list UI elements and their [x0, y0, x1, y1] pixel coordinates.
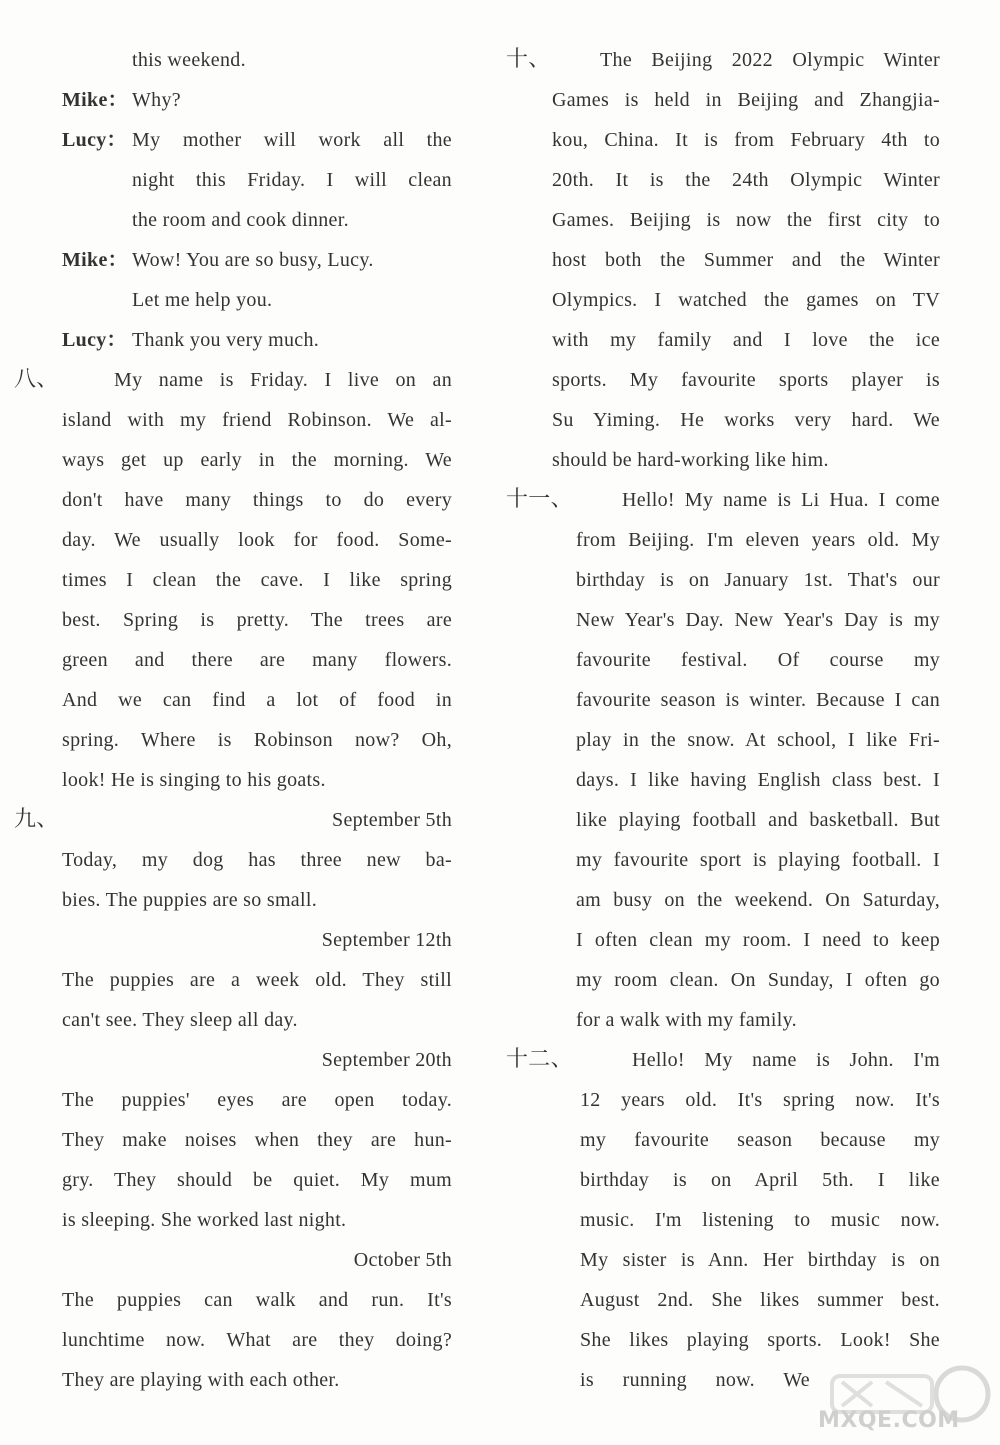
- paragraph-line: Hello! My name is Li Hua. I come: [622, 489, 940, 511]
- diary-date: September 20th: [321, 1049, 452, 1071]
- paragraph-line: lunchtime now. What are they doing?: [62, 1329, 452, 1351]
- paragraph-line: The puppies can walk and run. It's: [62, 1289, 452, 1311]
- section-number: 八、: [14, 367, 59, 392]
- paragraph-line: gry. They should be quiet. My mum: [62, 1169, 452, 1191]
- diary-date: September 5th: [332, 809, 452, 831]
- diary-date: October 5th: [353, 1249, 452, 1271]
- speaker-name: Lucy：: [62, 329, 127, 351]
- paragraph-line: She likes playing sports. Look! She: [580, 1329, 940, 1351]
- dialog-line: Thank you very much.: [132, 329, 320, 351]
- paragraph-line: like playing football and basketball. But: [576, 809, 940, 831]
- paragraph-line: They make noises when they are hun-: [62, 1129, 452, 1151]
- paragraph-line: birthday is on April 5th. I like: [580, 1169, 940, 1191]
- paragraph-line: spring. Where is Robinson now? Oh,: [62, 729, 452, 751]
- paragraph-line: with my family and I love the ice: [552, 329, 940, 351]
- paragraph-line: island with my friend Robinson. We al-: [62, 409, 452, 431]
- paragraph-line: And we can find a lot of food in: [62, 689, 452, 711]
- paragraph-line: ways get up early in the morning. We: [62, 449, 452, 471]
- paragraph-line: Hello! My name is John. I'm: [632, 1049, 940, 1071]
- dialog-line: the room and cook dinner.: [132, 209, 349, 231]
- dialog-line: this weekend.: [132, 49, 246, 71]
- paragraph-line: can't see. They sleep all day.: [62, 1009, 298, 1031]
- paragraph-line: times I clean the cave. I like spring: [62, 569, 452, 591]
- dialog-line: Wow! You are so busy, Lucy.: [132, 249, 374, 271]
- paragraph-line: is sleeping. She worked last night.: [62, 1209, 347, 1231]
- paragraph-line: for a walk with my family.: [576, 1009, 797, 1031]
- paragraph-line: 20th. It is the 24th Olympic Winter: [552, 169, 940, 191]
- paragraph-line: birthday is on January 1st. That's our: [576, 569, 940, 591]
- watermark-url: MXQE.COM: [818, 1408, 960, 1433]
- paragraph-line: Su Yiming. He works very hard. We: [552, 409, 940, 431]
- paragraph-line: They are playing with each other.: [62, 1369, 340, 1391]
- paragraph-line: The puppies are a week old. They still: [62, 969, 452, 991]
- paragraph-line: Olympics. I watched the games on TV: [552, 289, 940, 311]
- paragraph-line: sports. My favourite sports player is: [552, 369, 940, 391]
- paragraph-line: days. I like having English class best. I: [576, 769, 940, 791]
- paragraph-line: should be hard-working like him.: [552, 449, 829, 471]
- paragraph-line: bies. The puppies are so small.: [62, 889, 317, 911]
- paragraph-line: 12 years old. It's spring now. It's: [580, 1089, 940, 1111]
- paragraph-line: The puppies' eyes are open today.: [62, 1089, 452, 1111]
- dialog-line: Let me help you.: [132, 289, 273, 311]
- paragraph-line: is running now. We: [580, 1369, 810, 1391]
- paragraph-line: look! He is singing to his goats.: [62, 769, 326, 791]
- dialog-line: Why?: [132, 89, 181, 111]
- paragraph-line: Games. Beijing is now the first city to: [552, 209, 940, 231]
- section-number: 九、: [14, 807, 59, 832]
- paragraph-line: my favourite season because my: [580, 1129, 940, 1151]
- paragraph-line: favourite season is winter. Because I can: [576, 689, 940, 711]
- paragraph-line: Games is held in Beijing and Zhangjia-: [552, 89, 940, 111]
- paragraph-line: green and there are many flowers.: [62, 649, 452, 671]
- paragraph-line: host both the Summer and the Winter: [552, 249, 940, 271]
- paragraph-line: My name is Friday. I live on an: [114, 369, 452, 391]
- paragraph-line: play in the snow. At school, I like Fri-: [576, 729, 940, 751]
- paragraph-line: music. I'm listening to music now.: [580, 1209, 940, 1231]
- paragraph-line: New Year's Day. New Year's Day is my: [576, 609, 940, 631]
- diary-date: September 12th: [321, 929, 452, 951]
- speaker-name: Lucy：: [62, 129, 127, 151]
- paragraph-line: my room clean. On Sunday, I often go: [576, 969, 940, 991]
- paragraph-line: from Beijing. I'm eleven years old. My: [576, 529, 940, 551]
- paragraph-line: my favourite sport is playing football. I: [576, 849, 940, 871]
- paragraph-line: kou, China. It is from February 4th to: [552, 129, 940, 151]
- paragraph-line: August 2nd. She likes summer best.: [580, 1289, 940, 1311]
- section-number: 十二、: [506, 1047, 573, 1072]
- paragraph-line: don't have many things to do every: [62, 489, 452, 511]
- speaker-name: Mike：: [62, 89, 128, 111]
- paragraph-line: The Beijing 2022 Olympic Winter: [600, 49, 940, 71]
- paragraph-line: My sister is Ann. Her birthday is on: [580, 1249, 940, 1271]
- paragraph-line: best. Spring is pretty. The trees are: [62, 609, 452, 631]
- dialog-line: night this Friday. I will clean: [132, 169, 452, 191]
- section-number: 十、: [506, 47, 551, 72]
- speaker-name: Mike：: [62, 249, 128, 271]
- paragraph-line: I often clean my room. I need to keep: [576, 929, 940, 951]
- paragraph-line: Today, my dog has three new ba-: [62, 849, 452, 871]
- paragraph-line: am busy on the weekend. On Saturday,: [576, 889, 940, 911]
- paragraph-line: favourite festival. Of course my: [576, 649, 940, 671]
- paragraph-line: day. We usually look for food. Some-: [62, 529, 452, 551]
- dialog-line: My mother will work all the: [132, 129, 452, 151]
- section-number: 十一、: [506, 487, 573, 512]
